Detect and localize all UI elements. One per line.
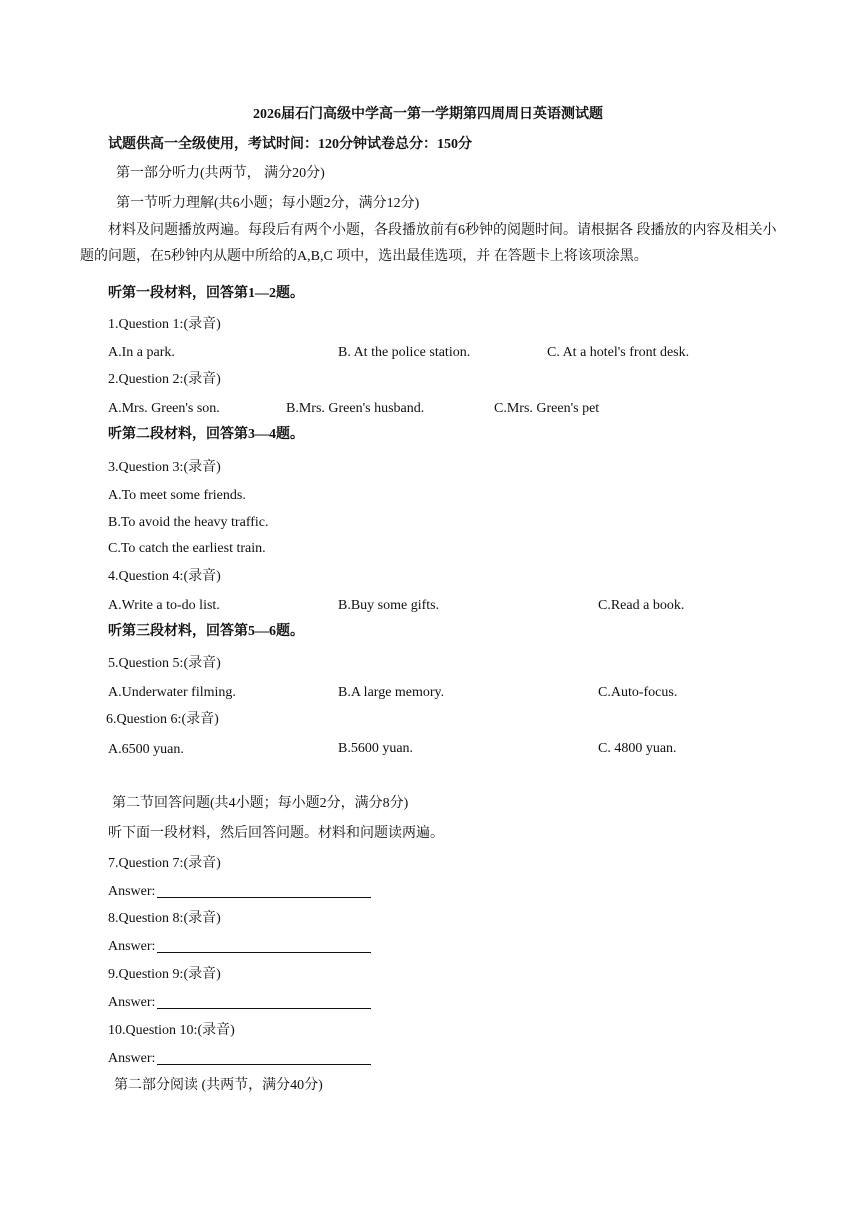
q1-option-a: A.In a park. xyxy=(108,345,175,360)
answer-label: Answer: xyxy=(108,884,156,899)
q10-stem: 10.Question 10:(录音) xyxy=(108,1023,235,1038)
q10-answer xyxy=(108,1050,371,1068)
q3-option-a: A.To meet some friends. xyxy=(108,488,246,503)
section2-instructions: 听下面一段材料，然后回答问题。材料和问题读两遍。 xyxy=(108,826,444,841)
part1-heading: 第一部分听力(共两节， 满分20分) xyxy=(116,166,325,181)
section2-heading: 第二节回答问题(共4小题；每小题2分，满分8分) xyxy=(112,796,409,811)
section1-instructions xyxy=(80,218,780,270)
section1-heading: 第一节听力理解(共6小题；每小题2分，满分12分) xyxy=(116,196,420,211)
q3-option-b: B.To avoid the heavy traffic. xyxy=(108,515,269,530)
q9-stem: 9.Question 9:(录音) xyxy=(108,967,221,982)
q4-option-c: C.Read a book. xyxy=(598,598,685,613)
q8-answer xyxy=(108,938,371,956)
q8-stem: 8.Question 8:(录音) xyxy=(108,911,221,926)
q1-option-c: C. At a hotel's front desk. xyxy=(547,345,690,360)
q2-option-a: A.Mrs. Green's son. xyxy=(108,401,220,416)
q7-stem: 7.Question 7:(录音) xyxy=(108,856,221,871)
page-title: 2026届石门高级中学高一第一学期第四周周日英语测试题 xyxy=(253,107,603,122)
instructions-text: 材料及问题播放两遍。每段后有两个小题，各段播放前有6秒钟的阅题时间。请根据各 段播放的内容及相关小题的问题，在5秒钟内从题中所给的A,B,C 项中，选出最佳选项，并 在答题卡上将该项涂黑。 xyxy=(80,223,777,264)
q4-option-b: B.Buy some gifts. xyxy=(338,598,440,613)
q6-option-c: C. 4800 yuan. xyxy=(598,741,677,756)
material2-heading: 听第二段材料，回答第3—4题。 xyxy=(108,427,304,442)
q5-option-a: A.Underwater filming. xyxy=(108,685,236,700)
q2-option-b: B.Mrs. Green's husband. xyxy=(286,401,425,416)
q9-answer xyxy=(108,994,371,1012)
answer-blank xyxy=(157,994,371,1009)
answer-label: Answer: xyxy=(108,995,156,1010)
q3-stem: 3.Question 3:(录音) xyxy=(108,460,221,475)
q5-stem: 5.Question 5:(录音) xyxy=(108,656,221,671)
answer-blank xyxy=(157,938,371,953)
answer-blank xyxy=(157,883,371,898)
q6-option-a: A.6500 yuan. xyxy=(108,742,184,757)
part2-heading: 第二部分阅读 (共两节，满分40分) xyxy=(114,1078,323,1093)
q6-stem: 6.Question 6:(录音) xyxy=(106,712,219,727)
q6-option-b: B.5600 yuan. xyxy=(338,741,414,756)
q4-stem: 4.Question 4:(录音) xyxy=(108,569,221,584)
answer-label: Answer: xyxy=(108,939,156,954)
q4-option-a: A.Write a to-do list. xyxy=(108,598,220,613)
q5-option-c: C.Auto-focus. xyxy=(598,685,678,700)
exam-info: 试题供高一全级使用，考试时间：120分钟试卷总分：150分 xyxy=(108,137,472,152)
q7-answer xyxy=(108,883,371,901)
material3-heading: 听第三段材料，回答第5—6题。 xyxy=(108,624,304,639)
answer-label: Answer: xyxy=(108,1051,156,1066)
q1-option-b: B. At the police station. xyxy=(338,345,471,360)
answer-blank xyxy=(157,1050,371,1065)
q2-option-c: C.Mrs. Green's pet xyxy=(494,401,600,416)
q5-option-b: B.A large memory. xyxy=(338,685,445,700)
q1-stem: 1.Question 1:(录音) xyxy=(108,317,221,332)
q2-stem: 2.Question 2:(录音) xyxy=(108,372,221,387)
q3-option-c: C.To catch the earliest train. xyxy=(108,541,266,556)
material1-heading: 听第一段材料，回答第1—2题。 xyxy=(108,286,304,301)
